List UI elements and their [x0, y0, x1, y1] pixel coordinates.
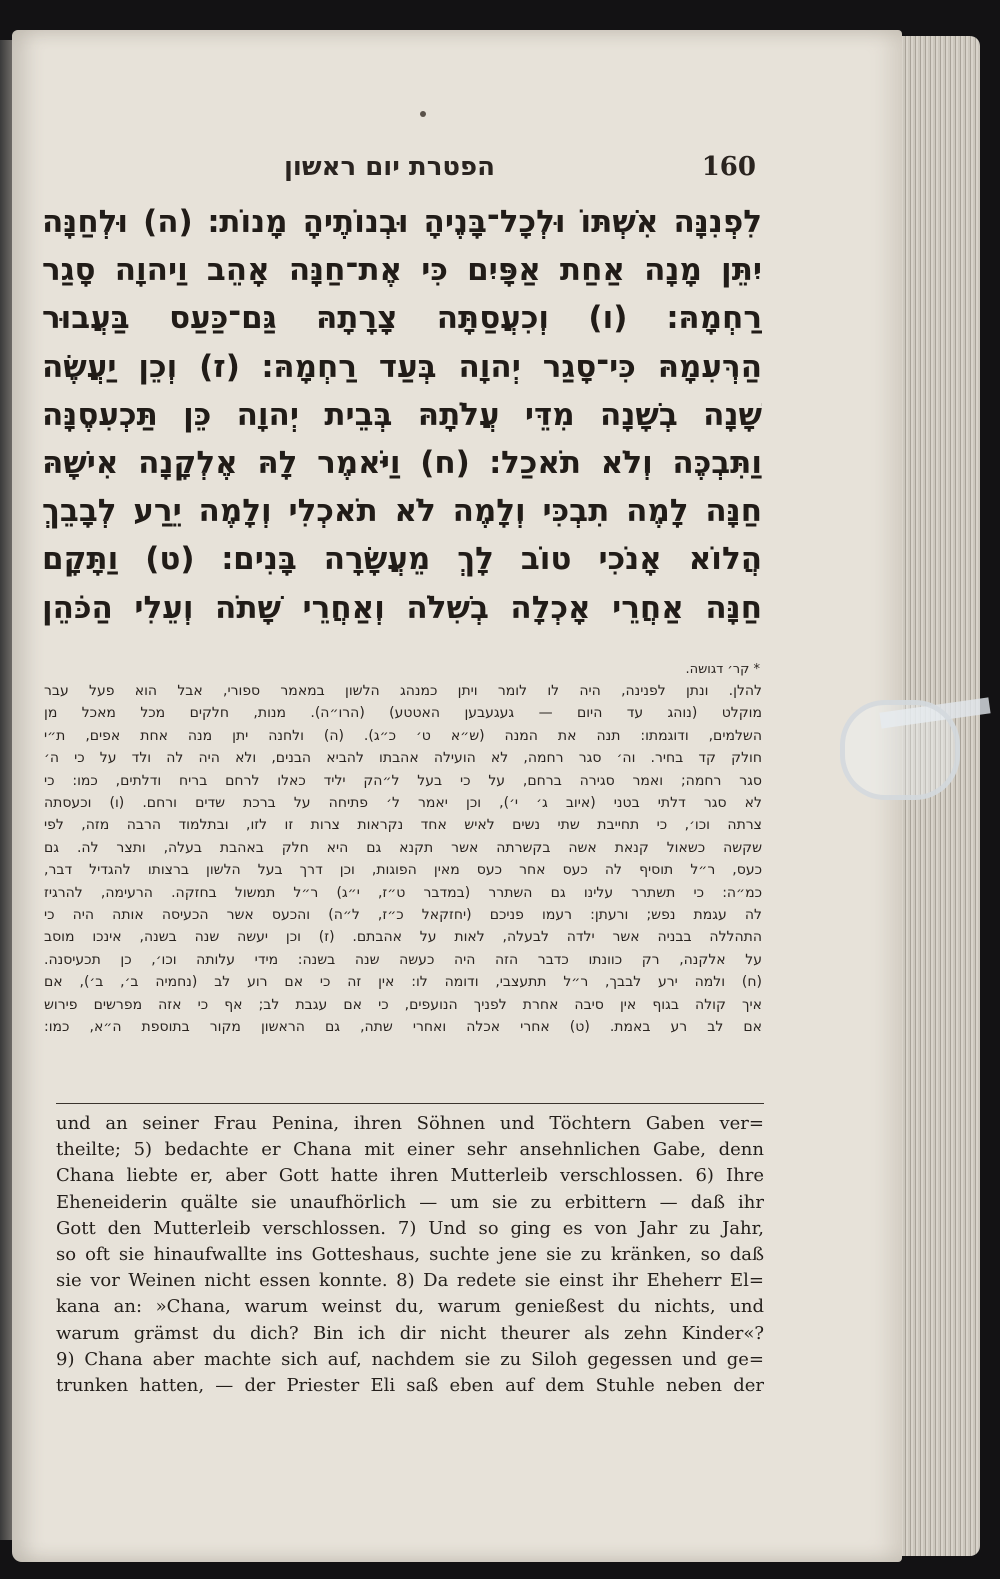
- translation-line: so oft sie hinaufwallte ins Gotteshaus, suchte jene sie zu kränken, so daß: [56, 1244, 764, 1266]
- commentary-line: על אלקנה, רק כוונתו כדבר הזה היה כעשה שנה בשנה: מידי עלותה וכו׳, כן תכעיסנה.: [44, 951, 762, 968]
- commentary-line: (ח) ולמה ירע לבבך, ר״ל תתעצבי, ודומה לו: אין זה כי אם רוע לב (נחמיה ב׳, ב׳), אם: [44, 974, 762, 991]
- translation-line: warum grämst du dich? Bin ich dir nicht theurer als zehn Kinder«?: [56, 1322, 764, 1344]
- commentary-line: איך קולה בגוף אין סיבה אחרת לפניך הנועפים, כי אם עגבת לב; אף כי אזה מפרשים פירוש: [44, 996, 762, 1013]
- commentary-line: להלן. ונתן לפנינה, היה לו לומר ויתן כמנהג הלשון במאמר ספורי, אבל הוא פעל עבר: [44, 683, 762, 699]
- hebrew-scripture-text: [42, 198, 762, 632]
- commentary-line: כמ״ה: כי תשתרר עלינו גם השתרר (במדבר ט״ז, י״ג) ר״ל תמשול בחזקה. הרעימה, להרגיז: [44, 884, 762, 901]
- hebrew-line: לִפְנִנָּה אִשְׁתּוֹ וּלְכָל־בָּנֶיהָ וּבְנוֹתֶיהָ מָנוֹת׃ (ה) וּלְחַנָּה: [42, 204, 762, 240]
- german-translation: [56, 1111, 764, 1399]
- commentary-line: צרתה וכו׳, כי תחייבת שתי נשים לאיש אחד נקראות צרות זו לזו, ובתלמוד הרבה מזה, לפי: [44, 817, 762, 834]
- translation-line: kana an: »Chana, warum weinst du, warum genießest du nichts, und: [56, 1296, 764, 1318]
- commentary-line: אם לב רע באמת. (ט) אחרי אכלה ואחרי שתה, גם הראשון מקור בתוספת ה״א, כמו:: [44, 1019, 762, 1036]
- hebrew-line: יִתֵּן מָנָה אַחַת אַפָּיִם כִּי אֶת־חַנָּה אָהֵב וַיהוָה סָגַר: [42, 252, 762, 289]
- hebrew-line: הֲלוֹא אָנֹכִי טוֹב לָךְ מֵעֲשָׂרָה בָּנִים׃ (ט) וַתָּקָם: [42, 541, 762, 578]
- hebrew-line: רַחְמָהּ׃ (ו) וְכִעֲסַתָּה צָרָתָהּ גַּם־כַּעַס בַּעֲבוּר: [42, 300, 762, 337]
- hebrew-line: חַנָּה אַחֲרֵי אָכְלָה בְשִׁלֹה וְאַחֲרֵי שָׁתֹה וְעֵלִי הַכֹּהֵן: [42, 589, 762, 626]
- commentary-line: השלמים, ודוגמתו: תנה את המנה (ש״א ט׳ כ״ג). (ה) ולחנה יתן מנה אחת אפים, ת״י: [44, 727, 762, 744]
- translation-line: sie vor Weinen nicht essen konnte. 8) Da redete sie einst ihr Eheherr El=: [56, 1270, 764, 1292]
- hebrew-line: חַנָּה לָמֶה תִבְכִּי וְלָמֶה לֹא תֹאכְלִי וְלָמֶה יֵרַע לְבָבֵךְ: [42, 493, 762, 530]
- commentary-line: סגר רחמה; ואמר סגירה ברחם, על כי בעל ל״הק יליד כאלו לרחם בריח ודלתים, כמו: כי: [44, 772, 762, 789]
- translation-line: 9) Chana aber machte sich auf, nachdem sie zu Siloh gegessen und ge=: [56, 1348, 764, 1370]
- commentary-line: מוקלט (נוהג עד היום — געגעבען האטטע) (הרו״ה). מנות, חלקים מכל מאכל מן: [44, 705, 762, 722]
- commentary-line: כעס, ר״ל תוסיף לה כעס אחר כעס מאין הפוגות, וכן דרך בעל הלשון ברצותו להגדיל דבר,: [44, 862, 762, 879]
- translation-line: theilte; 5) bedachte er Chana mit einer sehr ansehnlichen Gabe, denn: [56, 1139, 764, 1161]
- footnote-mark: * קר׳ דגושה.: [685, 662, 760, 677]
- hebrew-line: שָׁנָה בְשָׁנָה מִדֵּי עֲלֹתָהּ בְּבֵית יְהוָה כֵּן תַּכְעִסֶנָּה: [42, 396, 762, 433]
- commentary-line: התהללה בבניה אשר ילדה לבעלה, לאות על אהבתם. (ז) וכן יעשה שנה בשנה, אינכו מוסב: [44, 929, 762, 946]
- page-header: [12, 152, 902, 192]
- page-number: 160: [701, 152, 756, 182]
- translation-line: und an seiner Frau Penina, ihren Söhnen und Töchtern Gaben ver=: [56, 1113, 764, 1134]
- translation-line: Chana liebte er, aber Gott hatte ihren Mutterleib verschlossen. 6) Ihre: [56, 1165, 764, 1187]
- translation-line: Eheneiderin quälte sie unaufhörlich — um sie zu erbittern — daß ihr: [56, 1191, 764, 1213]
- hebrew-line: וַתִּבְכֶּה וְלֹא תֹאכַל׃ (ח) וַיֹּאמֶר לָהּ אֶלְקָנָה אִישָׁהּ: [42, 445, 762, 482]
- translation-line: trunken hatten, — der Priester Eli saß eben auf dem Stuhle neben der: [56, 1375, 764, 1397]
- book-page: [12, 30, 902, 1562]
- ink-speck: [420, 111, 426, 117]
- commentary-line: לא סגר דלתי בטני (איוב ג׳ י׳), וכן יאמר ל׳ פתיחה על ברכת שדים ורחם. (ו) וכעסתה: [44, 795, 762, 812]
- page-clip: [840, 700, 960, 800]
- hebrew-line: הַרְּעִמָהּ כִּי־סָגַר יְהוָה בְּעַד רַחְמָהּ׃ (ז) וְכֵן יַעֲשֶׂה: [42, 348, 762, 385]
- hebrew-commentary: [44, 680, 762, 1039]
- commentary-line: שקשה כשאול קנאת אשה בקשרתה אשר תקנא גם היא חלק באהבת בעלה, ותצר לה. גם: [44, 839, 762, 856]
- running-title: הפטרת יום ראשון: [284, 152, 495, 182]
- translation-line: Gott den Mutterleib verschlossen. 7) Und so ging es von Jahr zu Jahr,: [56, 1217, 764, 1239]
- book-spine-left: [0, 40, 12, 1540]
- section-divider-rule: [56, 1103, 764, 1104]
- commentary-line: חולק קד בחיר. וה׳ סגר רחמה, לא הועילה אהבתו להביא הבנים, ולא היה לה ולד על כי ה׳: [44, 750, 762, 767]
- commentary-line: לה עגמת נפש; ורעתן: רעמו פניכם (יחזקאל כ״ז, ל״ה) והכעס אשר הכעיסה אותה היה כי: [44, 907, 762, 924]
